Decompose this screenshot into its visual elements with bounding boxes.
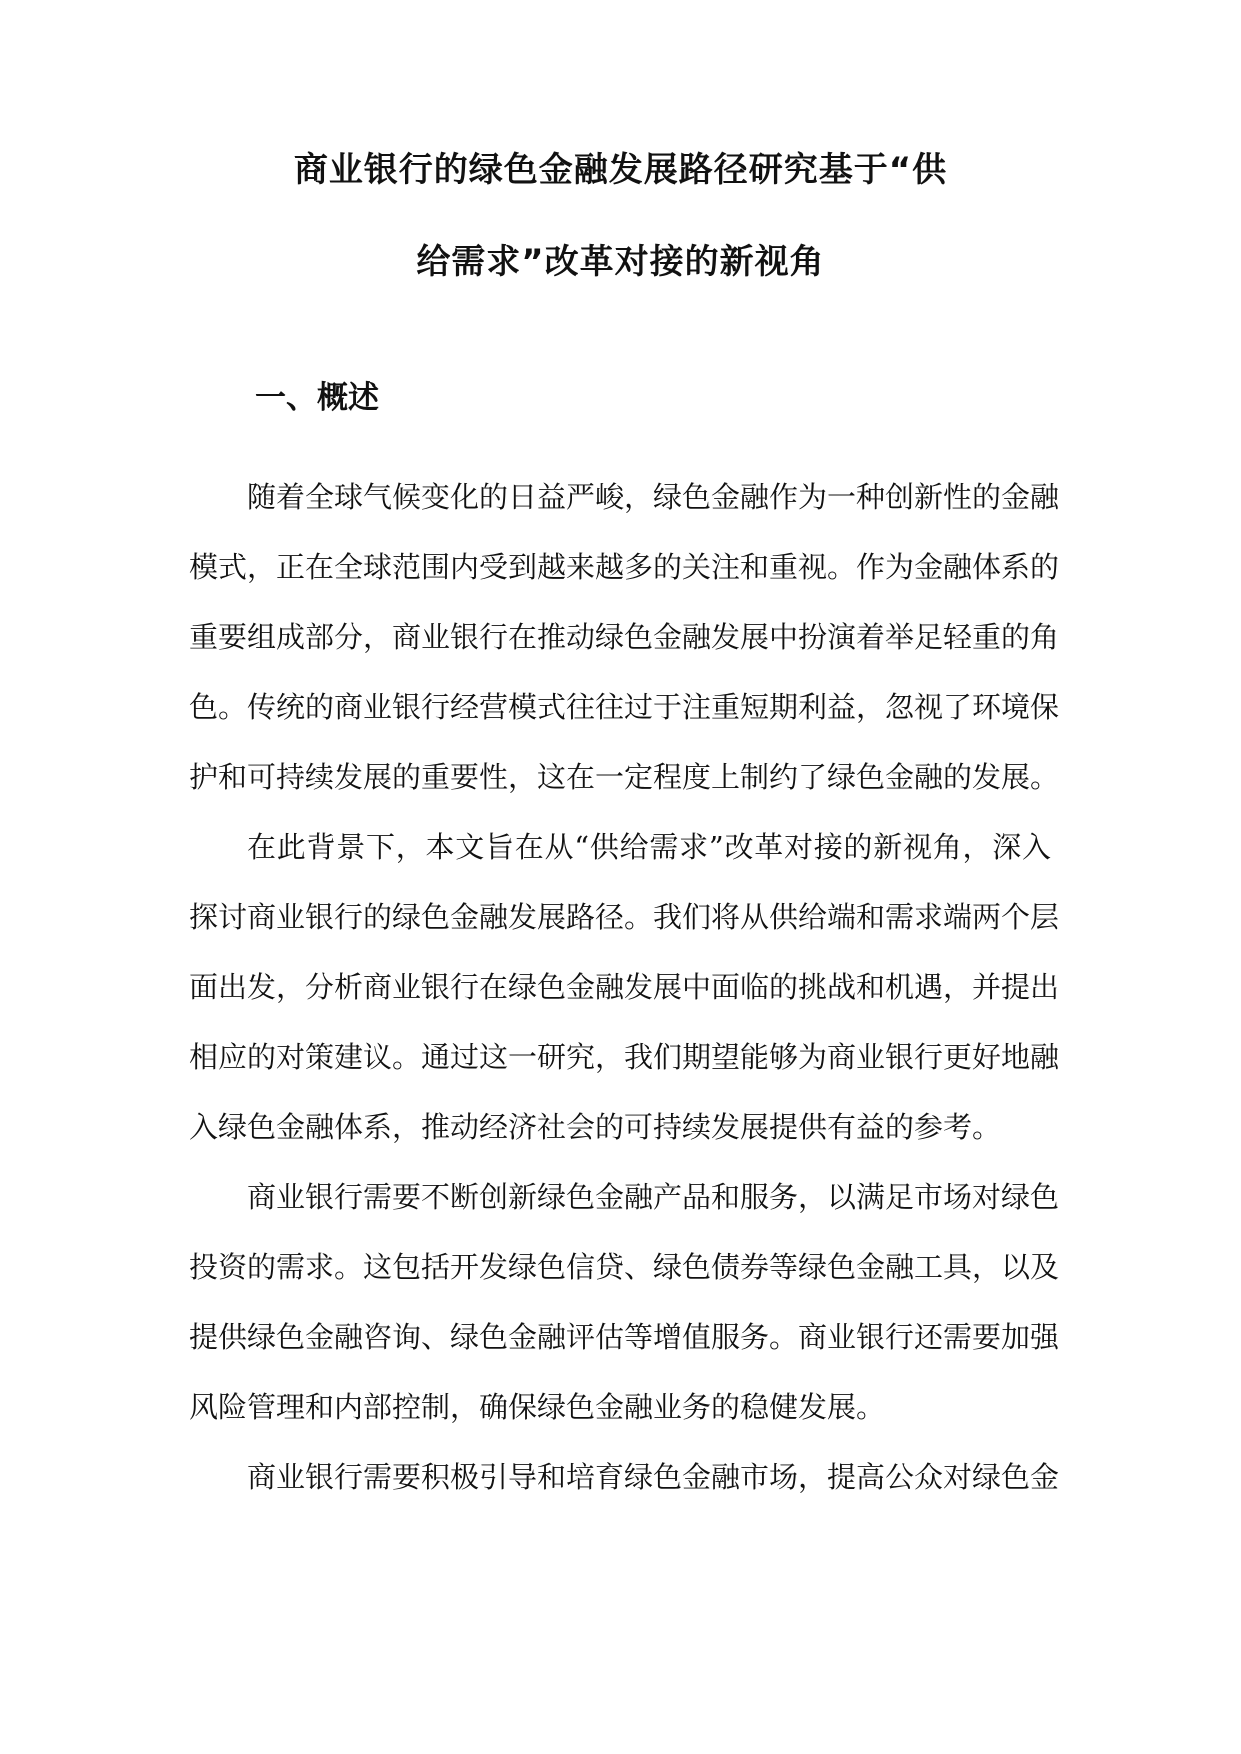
paragraph-line: 在此背景下，本文旨在从“供给需求”改革对接的新视角，深入	[247, 830, 1051, 864]
document-title	[0, 150, 1241, 282]
paragraph-line: 投资的需求。这包括开发绿色信贷、绿色债券等绿色金融工具，以及	[189, 1250, 1060, 1284]
paragraph-line: 提供绿色金融咨询、绿色金融评估等增值服务。商业银行还需要加强	[189, 1320, 1060, 1354]
paragraph-1	[189, 462, 1060, 812]
paragraph-line: 商业银行需要积极引导和培育绿色金融市场，提高公众对绿色金	[247, 1460, 1060, 1494]
paragraph-line: 随着全球气候变化的日益严峻，绿色金融作为一种创新性的金融	[247, 480, 1060, 514]
paragraph-line: 商业银行需要不断创新绿色金融产品和服务，以满足市场对绿色	[247, 1180, 1060, 1214]
paragraph-line: 重要组成部分，商业银行在推动绿色金融发展中扮演着举足轻重的角	[189, 620, 1060, 654]
title-line-2: 给需求”改革对接的新视角	[416, 242, 825, 282]
paragraph-4	[189, 1442, 1060, 1512]
section-heading-overview: 一、概述	[255, 380, 379, 416]
title-line-1: 商业银行的绿色金融发展路径研究基于“供	[293, 150, 948, 190]
paragraph-line: 模式，正在全球范围内受到越来越多的关注和重视。作为金融体系的	[189, 550, 1060, 584]
paragraph-line: 面出发，分析商业银行在绿色金融发展中面临的挑战和机遇，并提出	[189, 970, 1060, 1004]
paragraph-line: 风险管理和内部控制，确保绿色金融业务的稳健发展。	[189, 1390, 886, 1424]
paragraph-3	[189, 1162, 1060, 1442]
paragraph-line: 相应的对策建议。通过这一研究，我们期望能够为商业银行更好地融	[189, 1040, 1060, 1074]
paragraph-line: 探讨商业银行的绿色金融发展路径。我们将从供给端和需求端两个层	[189, 900, 1060, 934]
paragraph-2	[189, 812, 1060, 1162]
paragraph-line: 色。传统的商业银行经营模式往往过于注重短期利益，忽视了环境保	[189, 690, 1060, 724]
document-body	[189, 462, 1060, 1512]
paragraph-line: 入绿色金融体系，推动经济社会的可持续发展提供有益的参考。	[189, 1110, 1002, 1144]
paragraph-line: 护和可持续发展的重要性，这在一定程度上制约了绿色金融的发展。	[189, 760, 1060, 794]
